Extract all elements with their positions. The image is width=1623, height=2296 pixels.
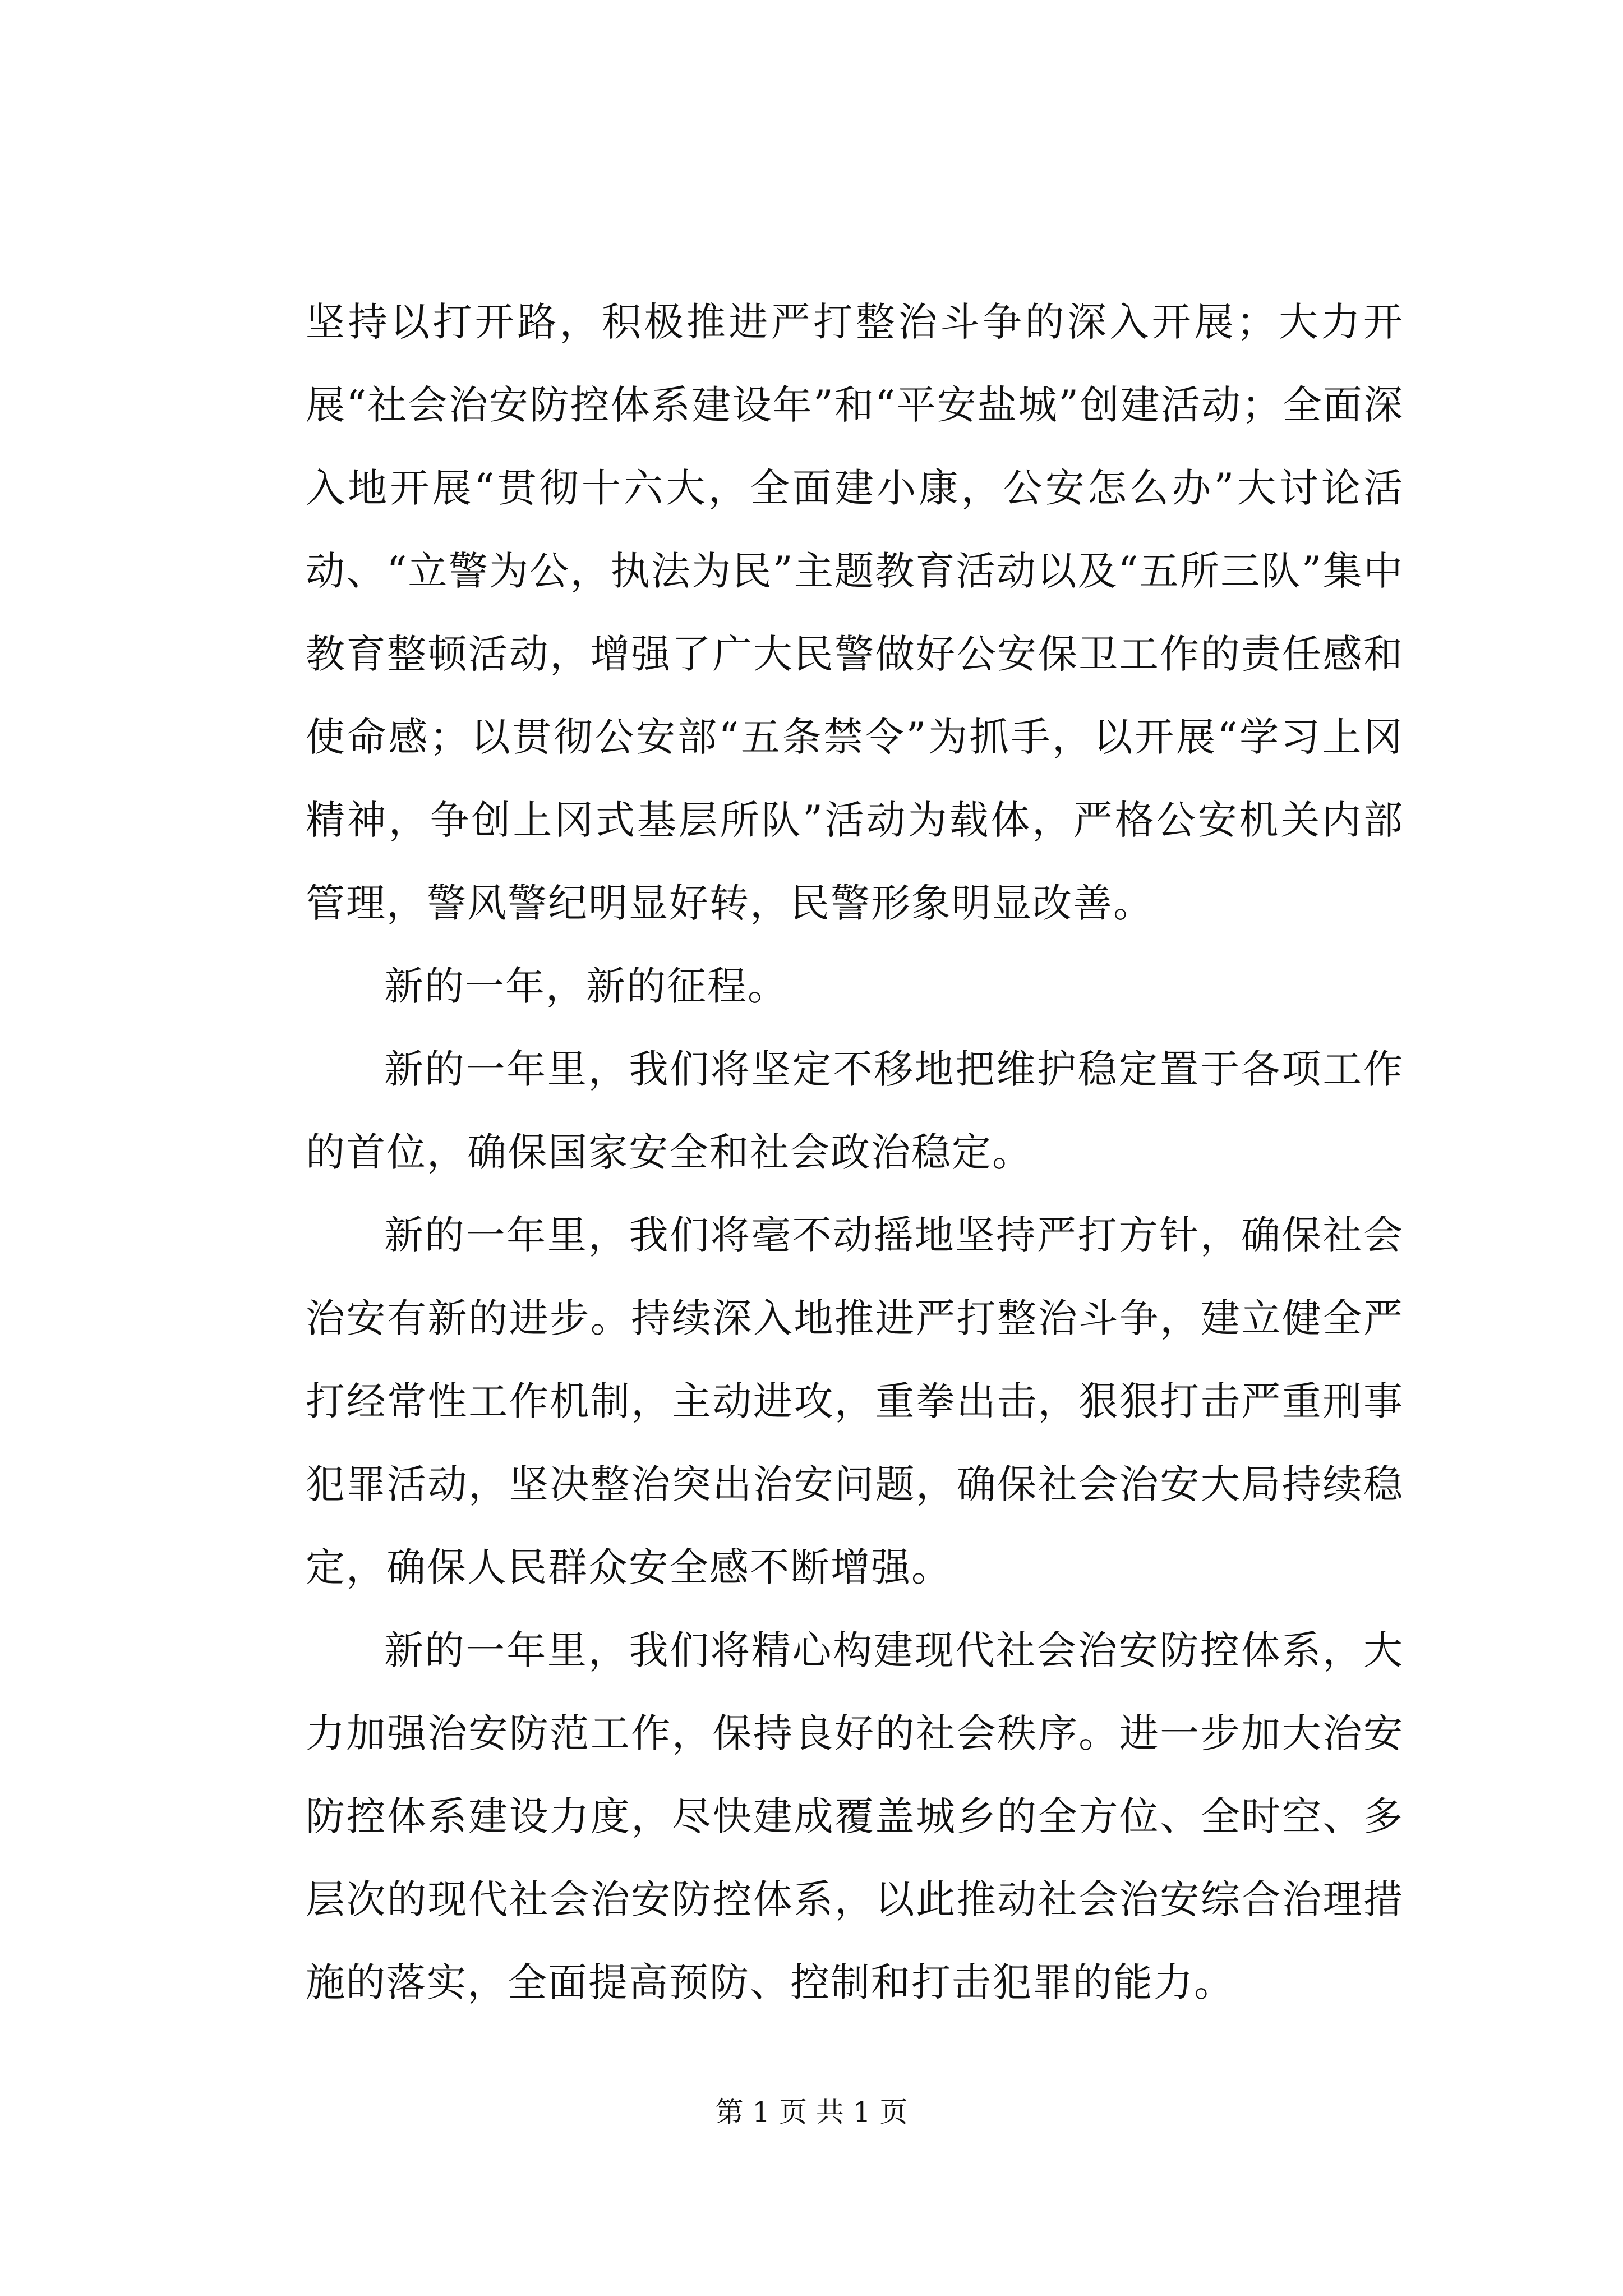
- paragraph: 坚持以打开路，积极推进严打整治斗争的深入开展；大力开展“社会治安防控体系建设年”和“平安盐城”创建活动；全面深入地开展“贯彻十六大，全面建小康，公安怎么办”大讨论活动、“立警为公，执法为民”主题教育活动以及“五所三队”集中教育整顿活动，增强了广大民警做好公安保卫工作的责任感和使命感；以贯彻公安部“五条禁令”为抓手，以开展“学习上冈精神，争创上冈式基层所队”活动为载体，严格公安机关内部管理，警风警纪明显好转，民警形象明显改善。: [306, 299, 1404, 926]
- paragraph: 新的一年里，我们将毫不动摇地坚持严打方针，确保社会治安有新的进步。持续深入地推进严打整治斗争，建立健全严打经常性工作机制，主动进攻，重拳出击，狠狠打击严重刑事犯罪活动，坚决整治突出治安问题，确保社会治安大局持续稳定，确保人民群众安全感不断增强。: [306, 1212, 1404, 1590]
- page-footer: 第 1 页 共 1 页: [715, 2096, 908, 2128]
- document-body: [306, 280, 1404, 2024]
- paragraph: 新的一年里，我们将精心构建现代社会治安防控体系，大力加强治安防范工作，保持良好的社会秩序。进一步加大治安防控体系建设力度，尽快建成覆盖城乡的全方位、全时空、多层次的现代社会治安防控体系，以此推动社会治安综合治理措施的落实，全面提高预防、控制和打击犯罪的能力。: [306, 1627, 1404, 2005]
- paragraph: 新的一年里，我们将坚定不移地把维护稳定置于各项工作的首位，确保国家安全和社会政治稳定。: [306, 1046, 1404, 1175]
- paragraph: 新的一年，新的征程。: [384, 963, 788, 1009]
